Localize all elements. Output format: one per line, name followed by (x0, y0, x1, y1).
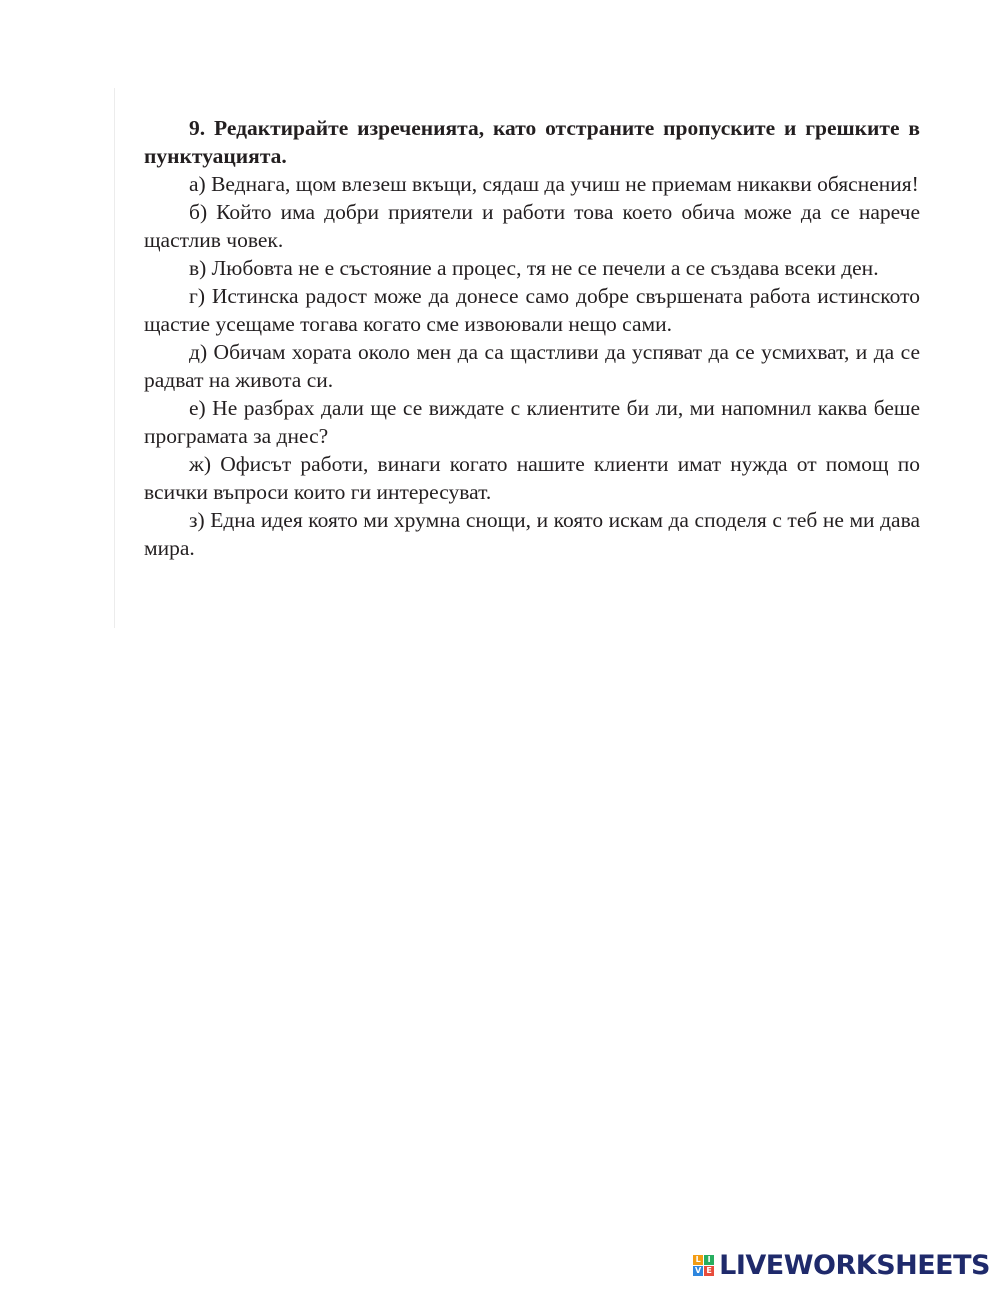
logo-text: LIVEWORKSHEETS (719, 1250, 990, 1281)
exercise-item-d: д) Обичам хората около мен да са щастливи да успяват да се усмихват, и да се радват на живота си. (144, 340, 920, 392)
exercise-item-e: е) Не разбрах дали ще се виждате с клиентите би ли, ми напомнил каква беше програмата за днес? (144, 396, 920, 448)
logo-cube: E (704, 1266, 714, 1276)
logo-cube: L (693, 1255, 703, 1265)
logo-cubes-icon (693, 1255, 714, 1276)
page-edge-line (114, 88, 115, 628)
liveworksheets-logo (693, 1250, 990, 1281)
logo-cube: V (695, 1266, 702, 1275)
exercise-item-z: з) Една идея която ми хрумна снощи, и която искам да споделя с теб не ми дава мира. (144, 508, 920, 560)
exercise-9 (144, 114, 920, 562)
exercise-item-v: в) Любовта не е състояние а процес, тя не се печели а се създава всеки ден. (189, 256, 879, 280)
exercise-item-g: г) Истинска радост може да донесе само добре свършената работа истинското щастие усещаме тогава когато сме извоювали нещо сами. (144, 284, 920, 336)
exercise-task: 9. Редактирайте изреченията, като отстраните пропуските и грешките в пунктуацията. (144, 116, 920, 168)
exercise-item-b: б) Който има добри приятели и работи това което обича може да се нарече щастлив човек. (144, 200, 920, 252)
logo-cube: I (704, 1255, 714, 1265)
exercise-item-zh: ж) Офисът работи, винаги когато нашите клиенти имат нужда от помощ по всички въпроси които ги интересуват. (144, 452, 920, 504)
exercise-item-a: а) Веднага, щом влезеш вкъщи, сядаш да учиш не приемам никакви обяснения! (189, 172, 919, 196)
